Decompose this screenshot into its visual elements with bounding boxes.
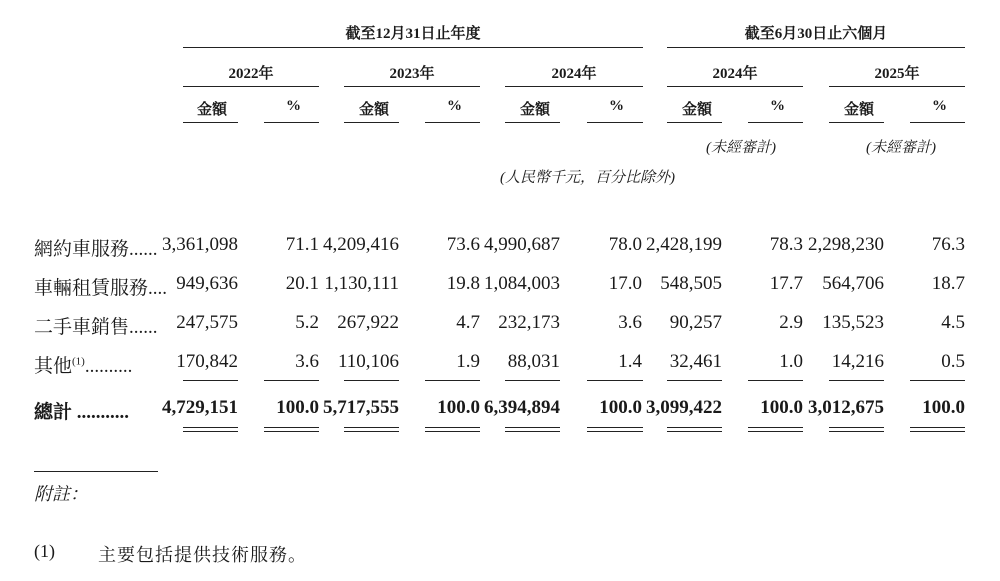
table-cell: 949,636 (176, 273, 238, 294)
total-double-rule (587, 427, 643, 432)
table-cell: 110,106 (337, 351, 399, 372)
year-rule-2024-half (667, 86, 803, 87)
year-rule-2023 (344, 86, 480, 87)
subtotal-rule (667, 380, 722, 381)
total-double-rule (425, 427, 480, 432)
year-rule-2025-half (829, 86, 965, 87)
total-double-rule (748, 427, 803, 432)
unaudited-note: (未經審計) (866, 140, 936, 156)
percent-header: % (447, 98, 462, 114)
total-double-rule (183, 427, 238, 432)
subtotal-rule (425, 380, 480, 381)
amount-header: 金額 (682, 102, 713, 118)
year-header-2023: 2023年 (389, 66, 435, 82)
table-cell: 548,505 (660, 273, 722, 294)
table-cell: 1.9 (456, 351, 480, 372)
total-double-rule (910, 427, 965, 432)
year-rule-2024 (505, 86, 643, 87)
table-cell: 170,842 (176, 351, 238, 372)
amount-rule (183, 122, 238, 123)
table-cell: 18.7 (931, 273, 965, 294)
table-cell: 4.5 (941, 312, 965, 333)
amount-header: 金額 (359, 102, 390, 118)
table-cell: 1,084,003 (484, 273, 560, 294)
table-cell: 3.6 (295, 351, 319, 372)
subtotal-rule (264, 380, 319, 381)
subtotal-rule (505, 380, 560, 381)
table-cell: 267,922 (337, 312, 399, 333)
half-year-group-rule (667, 47, 965, 48)
year-header-2022: 2022年 (228, 66, 274, 82)
footnote-marker: (1) (72, 355, 85, 368)
table-cell: 4,209,416 (323, 234, 399, 255)
amount-rule (505, 122, 560, 123)
total-cell: 3,012,675 (808, 397, 884, 418)
subtotal-rule (748, 380, 803, 381)
year-header-2024: 2024年 (551, 66, 597, 82)
table-cell: 2.9 (779, 312, 803, 333)
half-year-group-header: 截至6月30日止六個月 (744, 26, 888, 42)
unit-note: (人民幣千元，百分比除外) (500, 170, 675, 186)
percent-rule (425, 122, 480, 123)
table-cell: 19.8 (446, 273, 480, 294)
subtotal-rule (829, 380, 884, 381)
table-cell: 135,523 (822, 312, 884, 333)
amount-header: 金額 (844, 102, 875, 118)
table-cell: 20.1 (285, 273, 319, 294)
table-cell: 88,031 (507, 351, 560, 372)
amount-rule (829, 122, 884, 123)
total-cell: 4,729,151 (162, 397, 238, 418)
table-cell: 71.1 (285, 234, 319, 255)
table-cell: 247,575 (176, 312, 238, 333)
percent-rule (587, 122, 643, 123)
percent-header: % (286, 98, 301, 114)
table-cell: 76.3 (931, 234, 965, 255)
table-cell: 4,990,687 (484, 234, 560, 255)
percent-rule (748, 122, 803, 123)
percent-header: % (770, 98, 785, 114)
footnote-separator (34, 471, 158, 472)
table-cell: 4.7 (456, 312, 480, 333)
table-cell: 2,298,230 (808, 234, 884, 255)
total-cell: 6,394,894 (484, 397, 560, 418)
total-cell: 5,717,555 (323, 397, 399, 418)
table-cell: 3,361,098 (162, 234, 238, 255)
annual-group-header: 截至12月31日止年度 (345, 26, 481, 42)
footnote-marker: (1) (34, 541, 55, 561)
annual-group-rule (183, 47, 643, 48)
table-cell: 32,461 (669, 351, 722, 372)
row-label: 車輛租賃服務.... (34, 278, 168, 299)
table-cell: 1.4 (618, 351, 642, 372)
footnote-heading: 附註： (34, 484, 88, 504)
table-cell: 14,216 (831, 351, 884, 372)
percent-header: % (609, 98, 624, 114)
table-cell: 3.6 (618, 312, 642, 333)
total-cell: 100.0 (437, 397, 480, 418)
table-cell: 78.3 (769, 234, 803, 255)
amount-header: 金額 (520, 102, 551, 118)
total-double-rule (667, 427, 722, 432)
table-cell: 232,173 (498, 312, 560, 333)
percent-rule (910, 122, 965, 123)
table-cell: 73.6 (446, 234, 480, 255)
total-cell: 100.0 (760, 397, 803, 418)
table-cell: 564,706 (822, 273, 884, 294)
year-header-2024-half: 2024年 (712, 66, 758, 82)
row-label: 二手車銷售...... (34, 317, 158, 338)
total-cell: 100.0 (276, 397, 319, 418)
subtotal-rule (910, 380, 965, 381)
table-cell: 0.5 (941, 351, 965, 372)
year-header-2025-half: 2025年 (874, 66, 920, 82)
table-cell: 78.0 (608, 234, 642, 255)
footnote-text: 主要包括提供技術服務。 (98, 545, 307, 565)
amount-rule (667, 122, 722, 123)
table-cell: 1.0 (779, 351, 803, 372)
amount-rule (344, 122, 399, 123)
subtotal-rule (183, 380, 238, 381)
row-label-text: 其他 (34, 356, 73, 377)
table-cell: 17.0 (608, 273, 642, 294)
table-cell: 2,428,199 (646, 234, 722, 255)
total-cell: 100.0 (922, 397, 965, 418)
table-cell: 17.7 (769, 273, 803, 294)
total-double-rule (264, 427, 319, 432)
row-label: 網約車服務...... (34, 239, 158, 260)
table-cell: 1,130,111 (324, 273, 399, 294)
amount-header: 金額 (197, 102, 228, 118)
subtotal-rule (587, 380, 643, 381)
total-double-rule (344, 427, 399, 432)
total-label: 總計 ........... (34, 402, 130, 423)
percent-rule (264, 122, 319, 123)
total-cell: 3,099,422 (646, 397, 722, 418)
table-cell: 90,257 (669, 312, 722, 333)
percent-header: % (932, 98, 947, 114)
unaudited-note: (未經審計) (706, 140, 776, 156)
row-label-dots: .......... (84, 356, 133, 377)
subtotal-rule (344, 380, 399, 381)
total-double-rule (829, 427, 884, 432)
row-label (34, 351, 132, 378)
total-cell: 100.0 (599, 397, 642, 418)
total-double-rule (505, 427, 560, 432)
table-cell: 5.2 (295, 312, 319, 333)
year-rule-2022 (183, 86, 319, 87)
